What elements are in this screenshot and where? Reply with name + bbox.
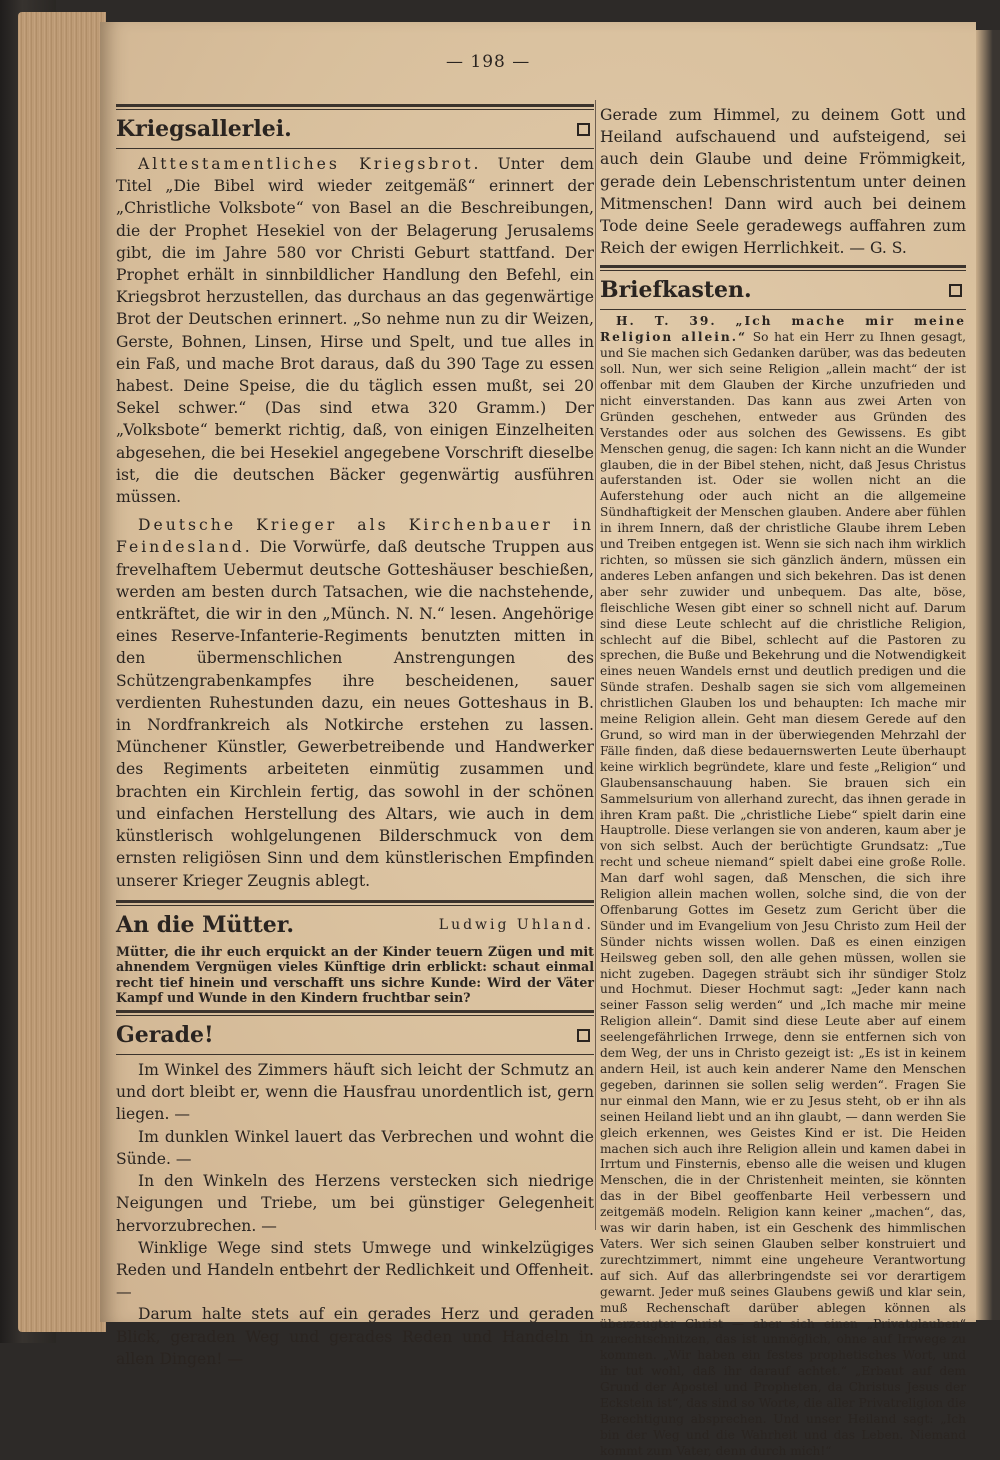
- paragraph-text: So hat ein Herr zu Ihnen gesagt, und Sie machen sich Gedanken darüber, was das bedeuten soll. Nun, wer sich seine Religion „allein macht“ der ist offenbar mit dem Glauben der Kirche unzufrieden und nicht einverstanden. Das kann aus zwei Arten von Gründen geschehen, entweder aus Gründen des Verstandes oder aus solchen des Gewissens. Es gibt Menschen genug, die sagen: Ich kann nicht an die Wunder glauben, die in der Bibel stehen, nicht, daß Jesus Christus auferstanden ist. Oder sie wollen nicht an die Auferstehung oder auch nicht an die allgemeine Sündhaftigkeit der Menschen glauben. Andere aber fühlen in ihrem Innern, daß der christliche Glaube ihrem Leben und Treiben entgegen ist. Wenn sie sich nach ihm wirklich richten, so müssen sie sich gänzlich ändern, müssen ein anderes Leben anfangen und sich bekehren. Das ist denen aber sehr zuwider und unbequem. Das alte, böse, fleischliche Wesen gibt einer so schnell nicht auf. Darum sind diese Leute schlecht auf die christliche Religion, schlecht auf die Bibel, schlecht auf die Pastoren zu sprechen, die Buße und Bekehrung und die Notwendigkeit eines neuen Wandels ernst und deutlich predigen und die Sünde strafen. Deshalb sagen sie sich vom allgemeinen christlichen Glauben los und behaupten: Ich mache mir meine Religion allein. Geht man diesem Gerede auf den Grund, so wird man in der überwiegenden Mehrzahl der Fälle finden, daß diese bedauernswerten Leute überhaupt keine wirklich begründete, klare und feste „Religion“ und Glaubensanschauung haben. Sie brauen sich ein Sammelsurium von allerhand zurecht, das ihnen gerade in ihren Kram paßt. Die „christliche Liebe“ spielt darin eine Hauptrolle. Diese verlangen sie von anderen, kaum aber je von sich selbst. Auch der berüchtigte Grundsatz: „Tue recht und scheue niemand“ spielt dabei eine große Rolle. Man darf wohl sagen, daß Menschen, die sich ihre Religion allein machen wollen, solche sind, die von der Offenbarung Gottes im Gesetz zum Gericht über die Sünder und im Evangelium von Jesu Christo zum Heil der Sünder nichts wissen wollen. Daß es einen einzigen Heilsweg geben soll, den alle gehen müssen, wollen sie nicht zugeben. Dagegen sträubt sich ihr sündiger Stolz und Hochmut. Dieser Hochmut sagt: „Jeder kann nach seiner Fasson selig werden“ und „Ich mache mir meine Religion allein“. Damit sind diese Leute aber auf einem seelengefährlichen Irrwege, denn sie entfernen sich von dem Weg, der uns in Christo gezeigt ist: „Es ist in keinem andern Heil, ist auch kein anderer Name den Menschen gegeben, darinnen sie sollen selig werden“. Fragen Sie nur einmal den Mann, wie er zu Jesus steht, ob er ihn als seinen Heiland liebt und an ihn glaubt, — dann werden Sie gleich erkennen, wes Geistes Kind er ist. Die Heiden machen sich auch ihre Religion allein und kamen dabei in Irrtum und Finsternis, ebenso alle die weisen und klugen Menschen, die in der Christenheit meinten, sie könnten das in der Bibel geoffenbarte Heil verbessern und zeitgemäß modeln. Religion kann keiner „machen“, das, was wir darin haben, ist ein Geschenk des himmlischen Vaters. Wer sich seinen Glauben selber konstruiert und zurechtzimmert, nimmt eine ungeheure Verantwortung auf sich. Auf das allerbringendste sei vor derartigem gewarnt. Jeder muß seines Glaubens gewiß und klar sein, muß Rechenschaft darüber ablegen können als überzeugter Christ — aber sich einen „Privatglauben“ zurechtschnitzen, das ist unmöglich, ohne auf Irrwege zu kommen. „Wir haben ein festes prophetisches Wort, und ihr tut wohl, daß ihr darauf achtet.“ „Erbaut auf dem Grund der Apostel und Propheten, da Christus Jesus der Eckstein ist“, das sind so Worte, die aller Privatreligion die Berechtigung absprechen. Und unser Heiland sagt: „Ich bin der Weg und die Wahrheit und das Leben. Niemand kommt zum Vater, denn durch mich!“: [600, 330, 967, 1458]
- paragraph-lead: Deutsche Krieger als Kirchenbauer in Feindesland.: [116, 516, 594, 557]
- square-ornament-icon: [577, 1029, 590, 1042]
- muetter-poem: Mütter, die ihr euch erquickt an der Kinder teuern Zügen und mit ahnendem Vergnügen vieles Künftige drin erblickt: schaut einmal recht tief hinein und verschafft uns sichre Kunde: Wird der Väter Kampf und Wunde in den Kindern fruchtbar sein?: [116, 943, 594, 1006]
- gerade-continuation: [600, 104, 966, 259]
- paragraph: Darum halte stets auf ein gerades Herz und geraden Blick, geraden Weg und gerades Reden und Handeln in allen Dingen! —: [116, 1305, 594, 1368]
- muetter-title: An die Mütter.: [116, 911, 295, 938]
- section-rule: [116, 104, 594, 110]
- column-divider: [595, 100, 596, 1230]
- briefkasten-header: [600, 277, 966, 303]
- section-rule: [116, 1054, 594, 1055]
- muetter-header: [116, 912, 594, 938]
- paragraph: [116, 514, 594, 891]
- briefkasten-body: [600, 314, 966, 1459]
- section-rule: [600, 309, 966, 310]
- paragraph-text: Unter dem Titel „Die Bibel wird wieder zeitgemäß“ erinnert der „Christliche Volksbote“ von Basel an die Beschreibungen, die der Prophet Hesekiel von der Belagerung Jerusalems gibt, die im Jahre 580 vor Christi Geburt stattfand. Der Prophet erhält in sinnbildlicher Handlung den Befehl, ein Kriegsbrot herzustellen, das durchaus an das gegenwärtige Brot der Deutschen erinnert. „So nehme nun zu dir Weizen, Gerste, Bohnen, Linsen, Hirse und Spelt, und tue alles in ein Faß, und mache Brot daraus, daß du 390 Tage zu essen habest. Deine Speise, die du täglich essen mußt, sei 20 Sekel schwer.“ (Das sind etwa 320 Gramm.) Der „Volksbote“ bemerkt richtig, daß, von einigen Einzelheiten abgesehen, die bei Hesekiel angegebene Vorschrift dieselbe ist, die die deutschen Bäcker gegenwärtig ausführen müssen.: [116, 155, 594, 507]
- kriegsallerlei-body: [116, 153, 594, 892]
- paragraph: Gerade zum Himmel, zu deinem Gott und Heiland aufschauend und aufsteigend, sei auch dein Glaube und deine Frömmigkeit, gerade dein Lebenschristentum unter deinen Mitmenschen! Dann wird auch bei deinem Tode deine Seele geradewegs auffahren zum Reich der ewigen Herrlichkeit. — G. S.: [600, 106, 966, 258]
- paragraph: Im dunklen Winkel lauert das Verbrechen und wohnt die Sünde. —: [116, 1127, 594, 1168]
- gerade-header: [116, 1022, 594, 1048]
- square-ornament-icon: [577, 123, 590, 136]
- kriegsallerlei-title: Kriegsallerlei.: [116, 116, 292, 142]
- paragraph: In den Winkeln des Herzens verstecken sich niedrige Neigungen und Triebe, um bei günstiger Gelegenheit hervorzubrechen. —: [116, 1172, 594, 1235]
- section-rule: [116, 148, 594, 149]
- gerade-body: [116, 1059, 594, 1370]
- page-number: — 198 —: [446, 52, 531, 72]
- paragraph-text: Die Vorwürfe, daß deutsche Truppen aus frevelhaftem Uebermut deutsche Gotteshäuser beschießen, werden am besten durch Tatsachen, wie die nachstehende, entkräftet, die wir in den „Münch. N. N.“ lesen. Angehörige eines Reserve-Infanterie-Regiments benutzten mitten in den übermenschlichen Anstrengungen des Schützengrabenkampfes ihre bescheidenen, sauer verdienten Ruhestunden dazu, ein neues Gotteshaus in B. in Nordfrankreich als Notkirche erstehen zu lassen. Münchener Künstler, Gewerbetreibende und Handwerker des Regiments arbeiteten einmütig zusammen und brachten ein Kirchlein fertig, das sowohl in der schönen und einfachen Herstellung des Altars, wie auch in dem künstlerisch wohlgelungenen Bilderschmuck von dem ernsten religiösen Sinn und dem künstlerischen Empfinden unserer Krieger Zeugnis ablegt.: [116, 538, 594, 890]
- paragraph-lead: Alttestamentliches Kriegsbrot.: [138, 155, 482, 173]
- paragraph: Winklige Wege sind stets Umwege und winkelzügiges Reden und Handeln entbehrt der Redlichkeit und Offenheit. —: [116, 1238, 594, 1302]
- section-rule: [116, 900, 594, 906]
- briefkasten-title: Briefkasten.: [600, 277, 752, 304]
- paragraph-lead: H. T. 39. „Ich mache mir meine Religion allein.“: [600, 314, 966, 345]
- section-rule: [116, 1010, 594, 1016]
- section-rule: [600, 265, 966, 271]
- paragraph: [600, 314, 966, 1459]
- paragraph: Im Winkel des Zimmers häuft sich leicht der Schmutz an und dort bleibt er, wenn die Hausfrau unordentlich ist, gern liegen. —: [116, 1061, 594, 1124]
- right-column: [600, 104, 966, 1460]
- muetter-author: Ludwig Uhland.: [438, 916, 594, 933]
- gerade-title: Gerade!: [116, 1022, 214, 1049]
- kriegsallerlei-header: [116, 116, 594, 142]
- right-page-edge: [976, 30, 1000, 1320]
- paragraph: [116, 153, 594, 508]
- square-ornament-icon: [949, 284, 962, 297]
- left-column: [116, 104, 594, 1370]
- page-block-edges: [18, 12, 106, 1332]
